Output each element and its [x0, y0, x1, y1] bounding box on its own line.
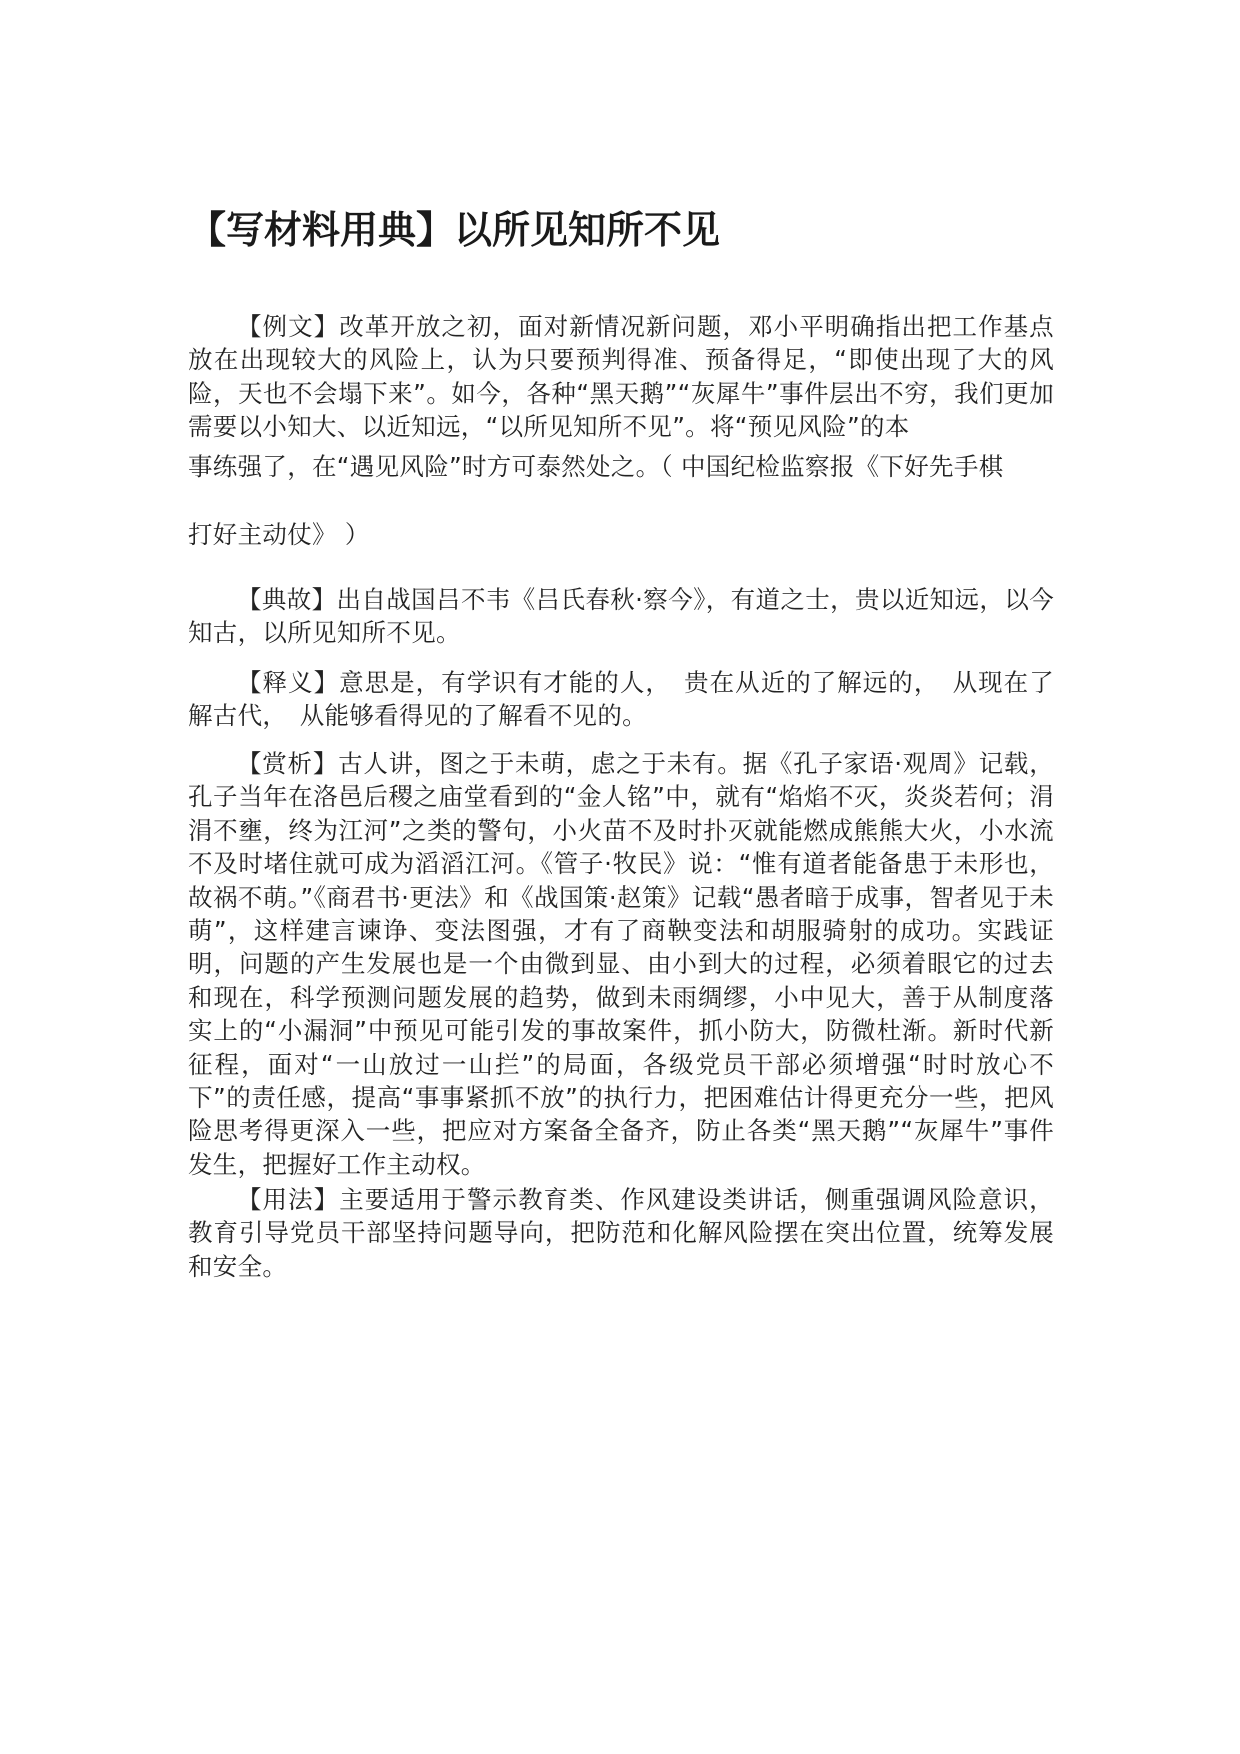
example-source-line: 打好主动仗》 ） [188, 520, 370, 549]
meaning-paragraph: 【释义】意思是，有学识有才能的人， 贵在从近的了解远的， 从现在了解古代， 从能够看得见的了解看不见的。 [188, 668, 1054, 731]
appreciation-paragraph: 【赏析】古人讲，图之于未萌，虑之于未有。据《孔子家语·观周》记载，孔子当年在洛邑后稷之庙堂看到的“金人铭”中，就有“焰焰不灭，炎炎若何；涓涓不壅，终为江河”之类的警句，小火苗不及时扑灭就能燃成熊熊大火，小水流不及时堵住就可成为滔滔江河。《管子·牧民》说：“惟有道者能备患于未形也，故祸不萌。”《商君书·更法》和《战国策·赵策》记载“愚者暗于成事，智者见于未萌”，这样建言谏诤、变法图强，才有了商鞅变法和胡服骑射的成功。实践证明，问题的产生发展也是一个由微到显、由小到大的过程，必须着眼它的过去和现在，科学预测问题发展的趋势，做到未雨绸缪，小中见大，善于从制度落实上的“小漏洞”中预见可能引发的事故案件，抓小防大，防微杜渐。新时代新征程，面对“一山放过一山拦”的局面，各级党员干部必须增强“时时放心不下”的责任感，提高“事事紧抓不放”的执行力，把困难估计得更充分一些，把风险思考得更深入一些，把应对方案备全备齐，防止各类“黑天鹅”“灰犀牛”事件发生，把握好工作主动权。 [188, 749, 1054, 1179]
usage-paragraph: 【用法】主要适用于警示教育类、作风建设类讲话，侧重强调风险意识，教育引导党员干部坚持问题导向，把防范和化解风险摆在突出位置，统筹发展和安全。 [188, 1185, 1054, 1281]
example-paragraph: 【例文】改革开放之初，面对新情况新问题，邓小平明确指出把工作基点放在出现较大的风险上，认为只要预判得准、预备得足，“即使出现了大的风险，天也不会塌下来”。如今，各种“黑天鹅”“灰犀牛”事件层出不穷，我们更加需要以小知大、以近知远，“以所见知所不见”。将“预见风险”的本 [188, 312, 1054, 442]
example-paragraph-continuation: 事练强了，在“遇见风险”时方可泰然处之。（ 中国纪检监察报《下好先手棋 [188, 452, 1004, 481]
document-title: 【写材料用典】以所见知所不见 [188, 208, 721, 252]
origin-paragraph: 【典故】出自战国吕不韦《吕氏春秋·察今》，有道之士，贵以近知远，以今知古，以所见知所不见。 [188, 585, 1054, 648]
